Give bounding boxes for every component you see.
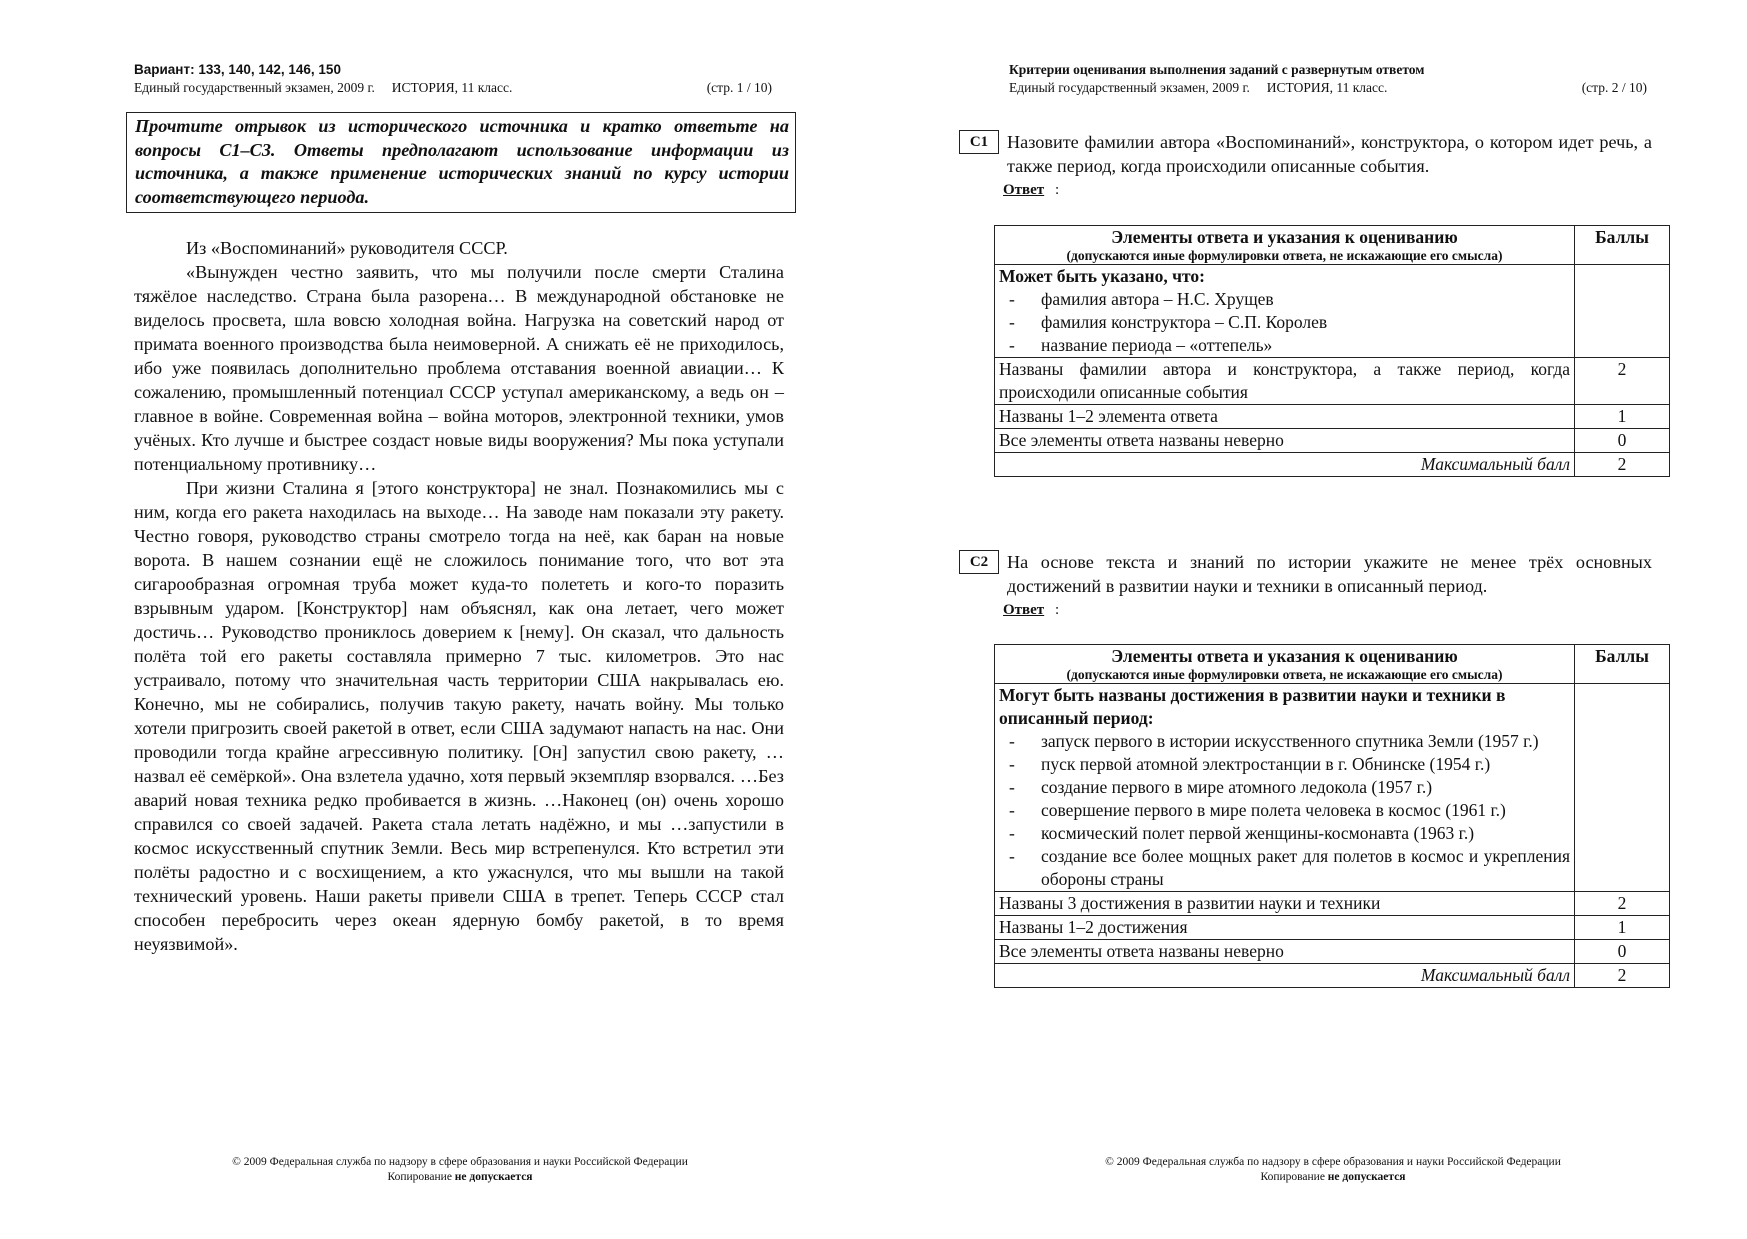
table-row: Названы фамилии автора и конструктора, а также период, когда происходили описанные события 2 [995, 358, 1670, 405]
table-row [995, 684, 1670, 892]
task-c2-question: На основе текста и знаний по истории укажите не менее трёх основных достижений в развитии науки и техники в описанный период. [1007, 552, 1652, 596]
page-header [1009, 80, 1647, 96]
header-exam: Единый государственный экзамен, 2009 г. ИСТОРИЯ, 11 класс. [1009, 80, 1388, 95]
answer-label-c1: Ответ [1003, 182, 1045, 198]
table-header-sub: (допускаются иные формулировки ответа, не искажающие его смысла) [1066, 248, 1503, 263]
table-row: Названы 3 достижения в развитии науки и техники 2 [995, 892, 1670, 916]
table-row: Все элементы ответа названы неверно 0 [995, 429, 1670, 453]
source-paragraph-1: «Вынужден честно заявить, что мы получили после смерти Сталина тяжёлое наследство. Страна была разорена… В международной обстановке не виделось просвета, шла вовсю холодная война. Нагрузка на советский народ от примата военного производства была неимоверной. А снижать её не приходилось, ибо уже появилась дополнительно проблема отставания военной авиации… К сожалению, промышленный потенциал СССР уступал американскому, а ведь он – главное в войне. Современная война – война моторов, электронной техники, умов учёных. Кто лучше и быстрее создаст новые виды вооружения? Мы пока уступали потенциальному противнику… [134, 262, 784, 474]
header-exam: Единый государственный экзамен, 2009 г. ИСТОРИЯ, 11 класс. [134, 80, 513, 95]
footer-copy-note: Копирование не допускается [387, 1171, 533, 1183]
table-row: Названы 1–2 элемента ответа 1 [995, 405, 1670, 429]
answer-elements [999, 288, 1570, 357]
table-header-score: Баллы [1575, 226, 1670, 265]
header-page-number: (стр. 2 / 10) [1581, 80, 1647, 95]
list-item: - создание первого в мире атомного ледокола (1957 г.) [999, 776, 1570, 799]
table-row: Все элементы ответа названы неверно 0 [995, 940, 1670, 964]
left-page [0, 0, 873, 1239]
answer-elements [999, 730, 1570, 891]
table-header-row [995, 645, 1670, 684]
footer [1033, 1155, 1633, 1185]
answer-label-c2: Ответ [1003, 602, 1045, 618]
list-item: - пуск первой атомной электростанции в г. Обнинске (1954 г.) [999, 753, 1570, 776]
table-row [995, 265, 1670, 358]
list-item: - совершение первого в мире полета человека в космос (1961 г.) [999, 799, 1570, 822]
criteria-title: Критерии оценивания выполнения заданий с развернутым ответом [1009, 62, 1425, 77]
variant-label: Вариант: 133, 140, 142, 146, 150 [134, 62, 341, 77]
task-code-c1: С1 [959, 130, 999, 154]
footer-copy-note: Копирование не допускается [1260, 1171, 1406, 1183]
task-c1-question: Назовите фамилии автора «Воспоминаний», конструктора, о котором идет речь, а также период, когда происходили описанные события. [1007, 132, 1652, 176]
list-item: - фамилия конструктора – С.П. Королев [999, 311, 1570, 334]
instruction-box: Прочтите отрывок из исторического источника и кратко ответьте на вопросы С1–С3. Ответы предполагают использование информации из источника, а также применение исторических знаний по курсу истории соответствующего периода. [126, 112, 796, 213]
source-paragraph-2: При жизни Сталина я [этого конструктора] не знал. Познакомились мы с ним, когда его ракета находилась на выходе… На заводе нам показали эту ракету. Честно говоря, руководство страны смотрело тогда на неё, как баран на новые ворота. В нашем сознании ещё не сложилось понимание того, что вот эта сигарообразная огромная труба может куда-то полететь и кого-то поразить взрывным ударом. [Конструктор] нам объяснял, как она летает, чего может достичь… Руководство прониклось доверием к [нему]. Он сказал, что дальность полёта той его ракеты составляла примерно 7 тыс. километров. Это нас устраивало, потому что значительная часть территории США накрывалась ею. Конечно, мы не собирались, получив такую ракету, начать войну. Мы только хотели пригрозить своей ракетой в ответ, если США задумают напасть на нас. Они проводили тогда крайне агрессивную политику. [Он] запустил свою ракету, …назвал её семёркой». Она взлетела удачно, хотя первый экземпляр взорвался. …Без аварий новая техника редко пробивается в жизнь. …Наконец (он) очень хорошо справился со своей задачей. Ракета стала летать надёжно, и мы …запустили в космос искусственный спутник Земли. Весь мир встрепенулся. Кто встретил эти полёты радостно и с восхищением, а кто ужаснулся, что мы вышли на такой технический уровень. Наши ракеты привели США в трепет. Теперь СССР стал способен перебросить через океан ядерную бомбу ракетой, в то время неуязвимой». [134, 478, 784, 954]
list-item: - запуск первого в истории искусственного спутника Земли (1957 г.) [999, 730, 1570, 753]
list-item: - название периода – «оттепель» [999, 334, 1570, 357]
answer-intro: Может быть указано, что: [999, 266, 1205, 286]
criteria-table-c2 [994, 644, 1670, 988]
source-title: Из «Воспоминаний» руководителя СССР. [186, 238, 508, 258]
max-score-row: Максимальный балл 2 [995, 453, 1670, 477]
list-item: - фамилия автора – Н.С. Хрущев [999, 288, 1570, 311]
table-header-score: Баллы [1575, 645, 1670, 684]
table-header-row [995, 226, 1670, 265]
footer-copyright: © 2009 Федеральная служба по надзору в сфере образования и науки Российской Федерации [232, 1156, 688, 1168]
footer [160, 1155, 760, 1185]
table-row: Названы 1–2 достижения 1 [995, 916, 1670, 940]
page-header [134, 80, 772, 96]
answer-intro: Могут быть названы достижения в развитии науки и техники в описанный период: [999, 685, 1506, 728]
max-score-row: Максимальный балл 2 [995, 964, 1670, 988]
criteria-table-c1 [994, 225, 1670, 477]
header-page-number: (стр. 1 / 10) [706, 80, 772, 95]
list-item: - космический полет первой женщины-космонавта (1963 г.) [999, 822, 1570, 845]
table-header-main: Элементы ответа и указания к оцениванию [1111, 227, 1458, 247]
right-page: Критерии оценивания выполнения заданий с развернутым ответом Единый государственный экзамен, 2009 г. ИСТОРИЯ, 11 класс. (стр. 2 / 10) С1 Назовите фамилии автора «Воспоминаний», конструктора, о котором идет речь, а также период, когда происходили описанные события. Ответ : Элементы ответа и указания к оцениванию (допускаются иные формулировки ответа, не искажающие его смысла) Баллы Может быть указано, что: - фамилия автора – Н.С. Хрущев - фамилия конструктора – С.П. Королев - название периода – «оттепель» Названы фамилии автора и конструктора, а также период, когда происходили описанные события 2 Названы 1–2 элемента ответа 1 Все элементы ответа названы неверно 0 Максимальный балл 2 С2 На основе текста и знаний по истории укажите не менее трёх основных достижений в развитии науки и техники в описанный период. Ответ : Элементы ответа и указания к оцениванию (допускаются иные формулировки ответа, не искажающие его смысла) Баллы Могут быть названы достижения в развитии науки и техники в описанный период: - запуск первого в истории искусственного спутника Земли (1957 г.) - пуск первой атомной электростанции в г. Обнинске (1954 г.) - создание первого в мире атомного ледокола (1957 г.) - совершение первого в мире полета человека в космос (1961 г.) - космический полет первой женщины-космонавта (1963 г.) - создание все более мощных ракет для полетов в космос и укрепления обороны страны Названы 3 достижения в развитии науки и техники 2 Названы 1–2 достижения 1 Все элементы ответа названы неверно 0 Максимальный балл 2 © 2009 Федеральная служба по надзору в сфере образования и науки Российской Федерации Копирование не допускается [873, 0, 1747, 1239]
table-header-main: Элементы ответа и указания к оцениванию [1111, 646, 1458, 666]
list-item: - создание все более мощных ракет для полетов в космос и укрепления обороны страны [999, 845, 1570, 891]
task-code-c2: С2 [959, 550, 999, 574]
table-header-sub: (допускаются иные формулировки ответа, не искажающие его смысла) [1066, 667, 1503, 682]
source-text [134, 236, 784, 956]
footer-copyright: © 2009 Федеральная служба по надзору в сфере образования и науки Российской Федерации [1105, 1156, 1561, 1168]
